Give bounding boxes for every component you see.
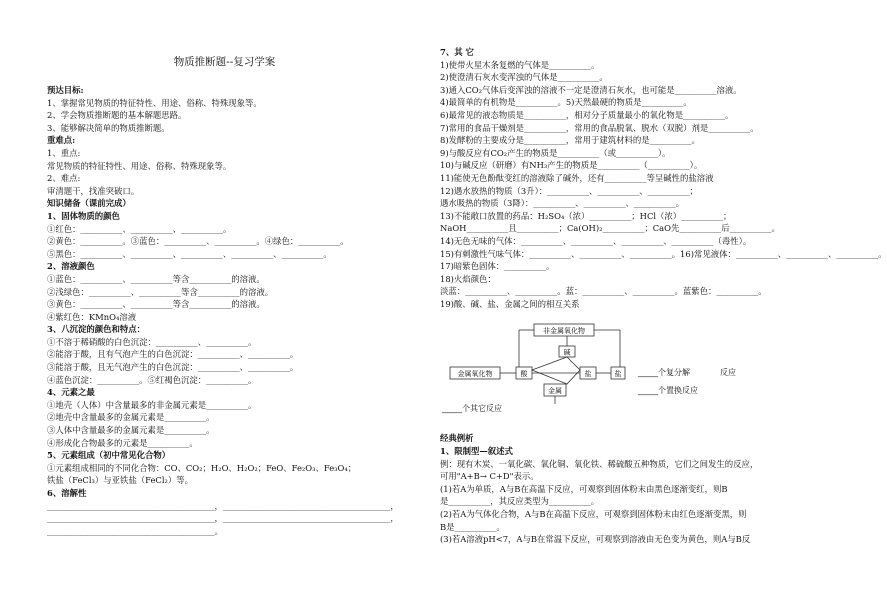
text-line: ②能溶于酸，且有气泡产生的白色沉淀：__________、__________。 <box>47 349 299 360</box>
text-line: ④蓝色沉淀：__________。⑤红褐色沉淀：__________。 <box>47 374 257 385</box>
right-content-bottom <box>440 432 818 545</box>
label-salt: 盐 <box>584 370 592 379</box>
label-acid: 酸 <box>520 370 528 379</box>
text-line: 1、掌握常见物质的特征特性、用途、俗称、特殊现象等。 <box>47 97 262 108</box>
text-line: ③能溶于酸，且无气泡产生的白色沉淀：__________、__________。 <box>47 362 299 373</box>
text-line: 6)最常见的液态物质是__________，相对分子质量最小的氧化物是__________。 <box>440 109 734 120</box>
section-heading: 4、元素之最 <box>47 387 95 398</box>
section-heading: 经典例析 <box>440 433 474 444</box>
section-heading: 预达目标: <box>47 85 84 95</box>
label-salt-right: 盐 <box>614 370 622 379</box>
text-line: 12)遇水放热的物质（3升）：__________、__________、__________； <box>440 185 698 196</box>
text-line: 可用"A+B→ C+D"表示。 <box>440 471 539 482</box>
text-line: (2)若A为气体化合物，A与B在高温下反应，可观察到固体粉末由红色逐渐变黑，则 <box>440 509 747 520</box>
text-line: ①地壳（人体）中含量最多的非金属元素是__________。 <box>47 399 257 410</box>
text-line: ④形成化合物最多的元素是__________。 <box>47 437 198 448</box>
legend-other: _____个其它反应 <box>442 404 502 414</box>
text-line: (1)若A为单质，A与B在高温下反应，可观察到固体粉末由黑色逐渐变红，则B <box>440 483 728 494</box>
text-line: 遇水吸热的物质（3降）：__________、__________、__________。 <box>440 198 685 209</box>
text-line: 淡蓝：__________、__________。蓝：__________、__________。蓝紫色：__________。 <box>440 286 767 297</box>
relation-diagram-svg <box>440 310 818 422</box>
text-line: ③人体中含量最多的金属元素是__________。 <box>47 425 215 436</box>
text-line: 10)与碱反应（研磨）有NH₃产生的物质是__________（__________）。 <box>440 160 703 171</box>
text-line: ①蓝色：__________、__________等含__________的溶液。 <box>47 273 265 284</box>
text-line: ③黄色：__________、__________等含__________的溶液。 <box>47 299 265 310</box>
page-title: 物质推断题--复习学案 <box>173 56 276 68</box>
section-heading: 3、八沉淀的颜色和特点： <box>47 324 145 335</box>
text-line: ②浅绿色：__________、__________等含__________的溶液。 <box>47 286 274 297</box>
label-metal-oxide: 金属氧化物 <box>457 370 493 379</box>
text-line: 2)使澄清石灰水变浑浊的气体是__________。 <box>440 72 608 83</box>
text-line: ②地壳中含量最多的金属元素是__________。 <box>47 412 215 423</box>
text-line: ④紫红色：KMnO₄溶液 <box>47 311 137 322</box>
text-line: ①元素组成相同的不同化合物：CO、CO₂；H₂O、H₂O₂；FeO、Fe₂O₃、Fe₃O₄； <box>47 462 357 473</box>
text-line: 3、能够解决简单的物质推断题。 <box>47 122 170 133</box>
text-line: 是__________，其反应类型为__________。 <box>440 496 600 507</box>
text-line: 19)酸、碱、盐、金属之间的相互关系 <box>440 298 580 309</box>
text-line: ________________________________________，________________________________________， <box>47 513 399 524</box>
section-heading: 2、溶液颜色 <box>47 261 95 272</box>
text-line: 4)最简单的有机物是__________。5)天然最硬的物质是__________。 <box>440 97 692 108</box>
text-line: 铁盐（FeCl₃）与亚铁盐（FeCl₂）等。 <box>47 475 194 486</box>
right-column <box>440 0 887 546</box>
text-line: ________________________________________，________________________________________， <box>47 500 399 511</box>
label-base: 碱 <box>563 348 571 357</box>
text-line: 7)常用的食品干燥剂是__________，常用的食品脱氧、脱水（双脱）剂是__________。 <box>440 122 759 133</box>
text-line: 2、学会物质推断题的基本解题思路。 <box>47 110 187 121</box>
text-line: 13)不能敞口放置的药品：H₂SO₄（浓）__________；HCl（浓）__________； <box>440 210 732 221</box>
section-heading: 1、限制型—叙述式 <box>440 446 513 457</box>
legend-displacement: _____个置换反应 <box>638 386 698 396</box>
text-line: 1、重点: <box>47 147 81 158</box>
section-heading: 7、其 它 <box>440 47 474 57</box>
text-line: ①不溶于稀硝酸的白色沉淀：__________、__________。 <box>47 336 257 347</box>
text-line: 8)发酵粉的主要成分是__________，常用于建筑材料的是__________。 <box>440 135 700 146</box>
left-column <box>47 0 402 537</box>
text-line: B是__________。 <box>440 521 505 532</box>
text-line: 17)暗紫色固体：__________。 <box>440 261 555 272</box>
section-heading: 1、固体物质的颜色 <box>47 210 120 221</box>
text-line: ②黄色：__________。③蓝色：__________、__________。④绿色：__________。 <box>47 236 349 247</box>
text-line: 2、难点: <box>47 173 81 184</box>
label-metal: 金属 <box>548 387 562 396</box>
text-line: (3)若A溶液pH<7，A与B在常温下反应，可观察到溶液由无色变为黄色，则A与B反 <box>440 534 751 545</box>
right-content-top <box>440 46 887 310</box>
section-heading: 重难点: <box>47 135 76 146</box>
text-line: 例：现有木炭、一氧化碳、氧化铜、氧化铁、稀硫酸五种物质，它们之间发生的反应， <box>440 458 759 469</box>
text-line: ⑤黑色：__________、__________、__________、__________、__________。 <box>47 248 332 259</box>
section-heading: 知识储备（课前完成） <box>47 198 131 209</box>
section-heading: 5、元素组成（初中常见化合物） <box>47 450 171 461</box>
label-nonmetal-oxide: 非金属氧化物 <box>543 327 585 336</box>
text-line: 15)有刺激性气味气体：__________、__________、__________。16)常见液体：__________、__________、__________。 <box>440 248 887 259</box>
text-line: 14)无色无味的气体：__________、__________、__________、__________（毒性）。 <box>440 235 752 246</box>
relation-diagram <box>440 310 818 422</box>
text-line: 9)与酸反应有CO₂产生的物质是__________（或__________）。 <box>440 147 671 158</box>
text-line: ________________________________________。 <box>47 525 223 536</box>
text-line: 1)使带火星木条复燃的气体是__________。 <box>440 59 600 70</box>
text-line: 审清题干，找准突破口。 <box>47 185 140 196</box>
text-line: 3)通入CO₂气体后变浑浊的溶液不一定是澄清石灰水，也可能是__________溶液。 <box>440 84 742 95</box>
text-line: 常见物质的特征特性、用途、俗称、特殊现象等。 <box>47 160 232 171</box>
text-line: 11)能使无色酚酞变红的溶液除了碱外，还有__________等呈碱性的盐溶液 <box>440 172 714 183</box>
left-content <box>47 84 402 537</box>
text-line: NaOH__________且__________；Ca(OH)₂__________；CaO先__________后__________。 <box>440 223 780 234</box>
section-heading: 6、溶解性 <box>47 488 87 498</box>
text-line: 18)火焰颜色： <box>440 273 496 284</box>
legend-double-decomp: _____个复分解 <box>638 368 690 378</box>
text-line: ①红色：__________、__________、__________。 <box>47 223 232 234</box>
legend-reaction: 反应 <box>720 368 736 378</box>
